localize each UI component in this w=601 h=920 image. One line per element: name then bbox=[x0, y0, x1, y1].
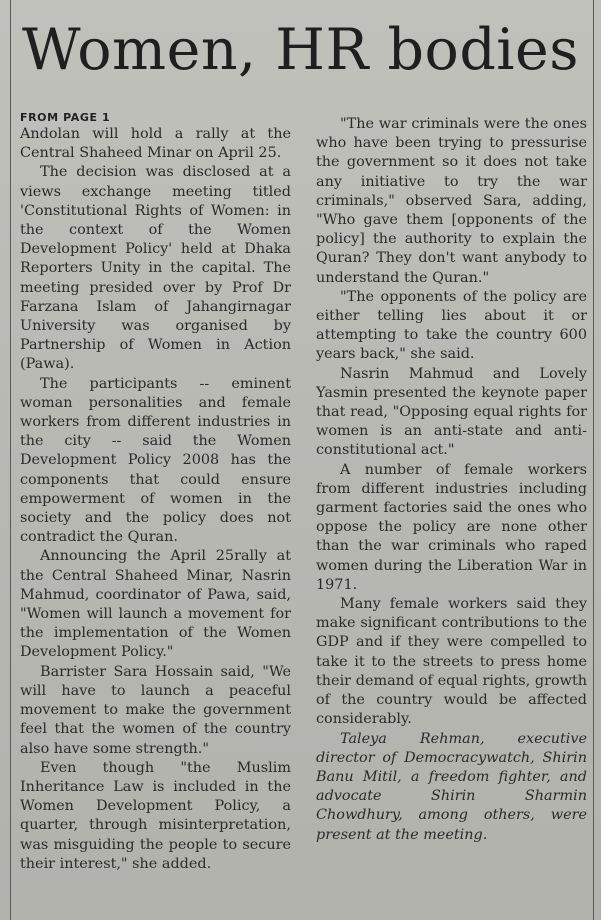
paragraph: Barrister Sara Hossain said, "We will have to launch a peaceful movement to make the government feel that the women of the country also have some strength." bbox=[20, 663, 291, 757]
paragraph: Taleya Rehman, executive director of Democracywatch, Shirin Banu Mitil, a freedom fighter, and advocate Shirin Sharmin Chowdhury, among others, were present at the meeting. bbox=[316, 730, 587, 843]
paragraph: Andolan will hold a rally at the Central Shaheed Minar on April 25. bbox=[20, 126, 291, 162]
paragraph: "The opponents of the policy are either telling lies about it or attempting to take the country 600 years back," she said. bbox=[316, 288, 587, 363]
paragraph: Even though "the Muslim Inheritance Law is included in the Women Development Policy, a quarter, through misinterpretation, was misguiding the people to secure their interest," she added. bbox=[20, 759, 291, 872]
paragraph: A number of female workers from different industries including garment factories said the ones who oppose the policy are none other than the war criminals who raped women during the Liberation War in 1971. bbox=[316, 461, 587, 593]
column-rule-left bbox=[10, 0, 11, 920]
paragraph: The decision was disclosed at a views exchange meeting titled 'Constitutional Rights of Women: in the context of the Women Development Policy' held at Dhaka Reporters Unity in the capital. The meeting presided over by Prof Dr Farzana Islam of Jahangirnagar University was organised by Partnership of Women in Action (Pawa). bbox=[20, 164, 291, 373]
paragraph: Many female workers said they make significant contributions to the GDP and if they were compelled to take it to the streets to press home their demand of equal rights, growth of the country would be affected considerably. bbox=[316, 596, 587, 728]
paragraph: The participants -- eminent woman personalities and female workers from different industries in the city -- said the Women Development Policy 2008 has the components that could ensure empowerment of women in the society and the policy does not contradict the Quran. bbox=[20, 375, 291, 546]
continuation-kicker: FROM PAGE 1 bbox=[20, 111, 111, 124]
paragraph: Announcing the April 25rally at the Central Shaheed Minar, Nasrin Mahmud, coordinator of Pawa, said, "Women will launch a movement for the implementation of the Women Development Policy." bbox=[20, 548, 291, 661]
paragraph: Nasrin Mahmud and Lovely Yasmin presented the keynote paper that read, "Opposing equal rights for women is an anti-state and anti-constitutional act." bbox=[316, 365, 587, 459]
column-rule-right bbox=[593, 0, 594, 920]
headline: Women, HR bodies bbox=[22, 17, 580, 83]
article-column-right bbox=[316, 115, 587, 845]
paragraph: "The war criminals were the ones who have been trying to pressurise the government so it does not take any initiative to try the war criminals," observed Sara, adding, "Who gave them [opponents of the policy] the authority to explain the Quran? They don't want anybody to understand the Quran." bbox=[316, 116, 587, 286]
article-column-left bbox=[20, 112, 291, 874]
